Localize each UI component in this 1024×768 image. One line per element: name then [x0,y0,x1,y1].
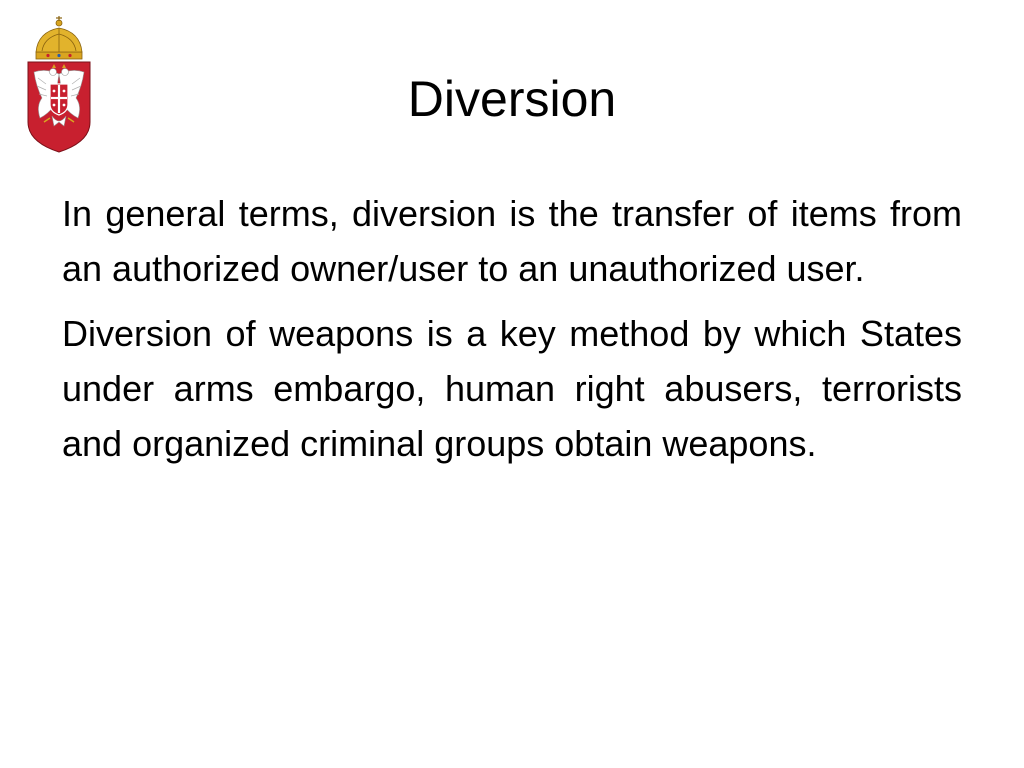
crown-icon [36,16,82,59]
coat-of-arms-icon [22,14,96,154]
slide-title: Diversion [407,71,617,127]
slide-body [62,186,962,481]
paragraph-definition: In general terms, diversion is the transfer of items from an authorized owner/user to an unauthorized user. [62,193,962,289]
paragraph-weapons-diversion: Diversion of weapons is a key method by which States under arms embargo, human right abusers, terrorists and organized criminal groups obtain weapons. [62,313,962,464]
